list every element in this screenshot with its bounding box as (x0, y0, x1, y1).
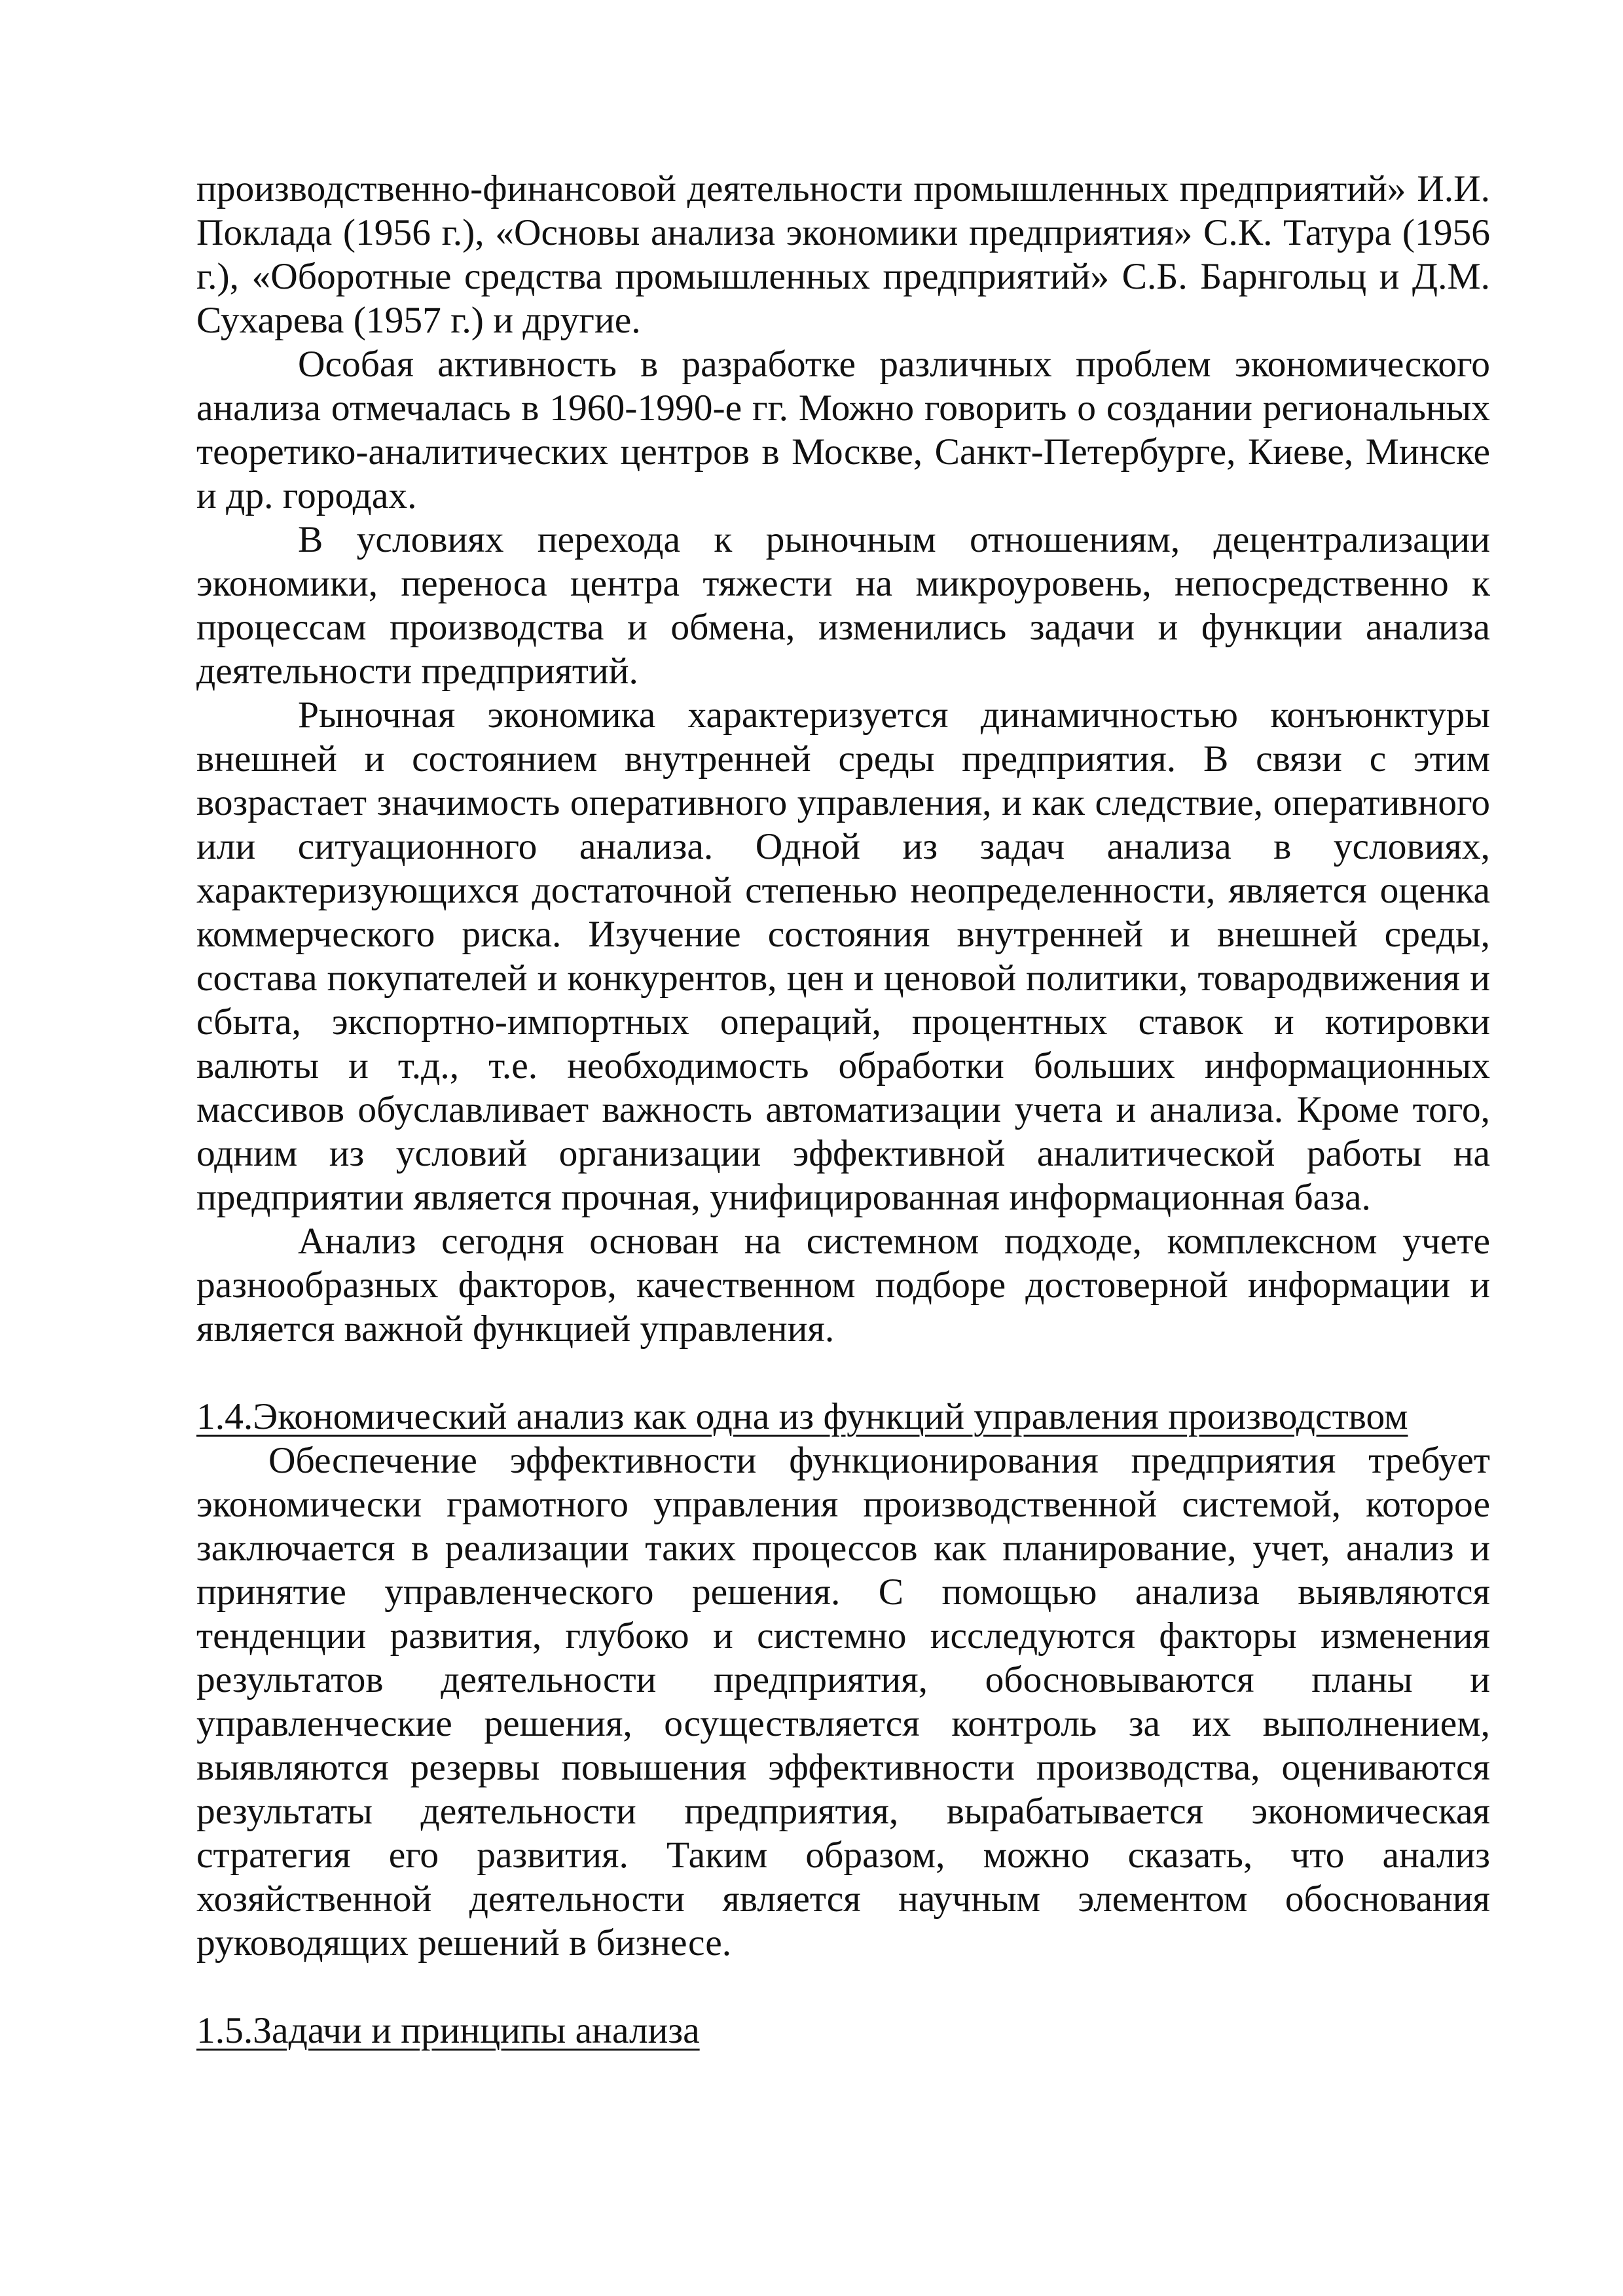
paragraph-continuation: производственно-финансовой деятельности промышленных предприятий» И.И. Поклада (1956 г.), «Основы анализа экономики предприятия» С.К. Татура (1956 г.), «Оборотные средства промышленных предприятий» С.Б. Барнгольц и Д.М. Сухарева (1957 г.) и другие. (196, 168, 1490, 341)
section-heading-1-4: 1.4.Экономический анализ как одна из функций управления производством (196, 1396, 1408, 1437)
paragraph-market-economy: Рыночная экономика характеризуется динамичностью конъюнктуры внешней и состоянием внутренней среды предприятия. В связи с этим возрастает значимость оперативного управления, и как следствие, оперативного или ситуационного анализа. Одной из задач анализа в условиях, характеризующихся достаточной степенью неопределенности, является оценка коммерческого риска. Изучение состояния внутренней и внешней среды, состава покупателей и конкурентов, цен и ценовой политики, товародвижения и сбыта, экспортно-импортных операций, процентных ставок и котировки валюты и т.д., т.е. необходимость обработки больших информационных массивов обуславливает важность автоматизации учета и анализа. Кроме того, одним из условий организации эффективной аналитической работы на предприятии является прочная, унифицированная информационная база. (196, 694, 1490, 1218)
paragraph-activity-1960-1990: Особая активность в разработке различных проблем экономического анализа отмечалась в 1960-1990-е гг. Можно говорить о создании региональных теоретико-аналитических центров в Москве, Санкт-Петербурге, Киеве, Минске и др. городах. (196, 344, 1490, 516)
paragraph-systemic-approach: Анализ сегодня основан на системном подходе, комплексном учете разнообразных факторов, качественном подборе достоверной информации и является важной функцией управления. (196, 1221, 1490, 1350)
paragraph-market-transition: В условиях перехода к рыночным отношениям, децентрализации экономики, переноса центра тяжести на микроуровень, непосредственно к процессам производства и обмена, изменились задачи и функции анализа деятельности предприятий. (196, 519, 1490, 692)
paragraph-section-1-4: Обеспечение эффективности функционирования предприятия требует экономически грамотного управления производственной системой, которое заключается в реализации таких процессов как планирование, учет, анализ и принятие управленческого решения. С помощью анализа выявляются тенденции развития, глубоко и системно исследуются факторы изменения результатов деятельности предприятия, обосновываются планы и управленческие решения, осуществляется контроль за их выполнением, выявляются резервы повышения эффективности производства, оцениваются результаты деятельности предприятия, вырабатывается экономическая стратегия его развития. Таким образом, можно сказать, что анализ хозяйственной деятельности является научным элементом обоснования руководящих решений в бизнесе. (196, 1440, 1490, 1964)
spacer (196, 1965, 1490, 2009)
spacer (196, 1351, 1490, 1395)
document-page (196, 167, 1490, 2053)
section-heading-1-5: 1.5.Задачи и принципы анализа (196, 2010, 700, 2051)
